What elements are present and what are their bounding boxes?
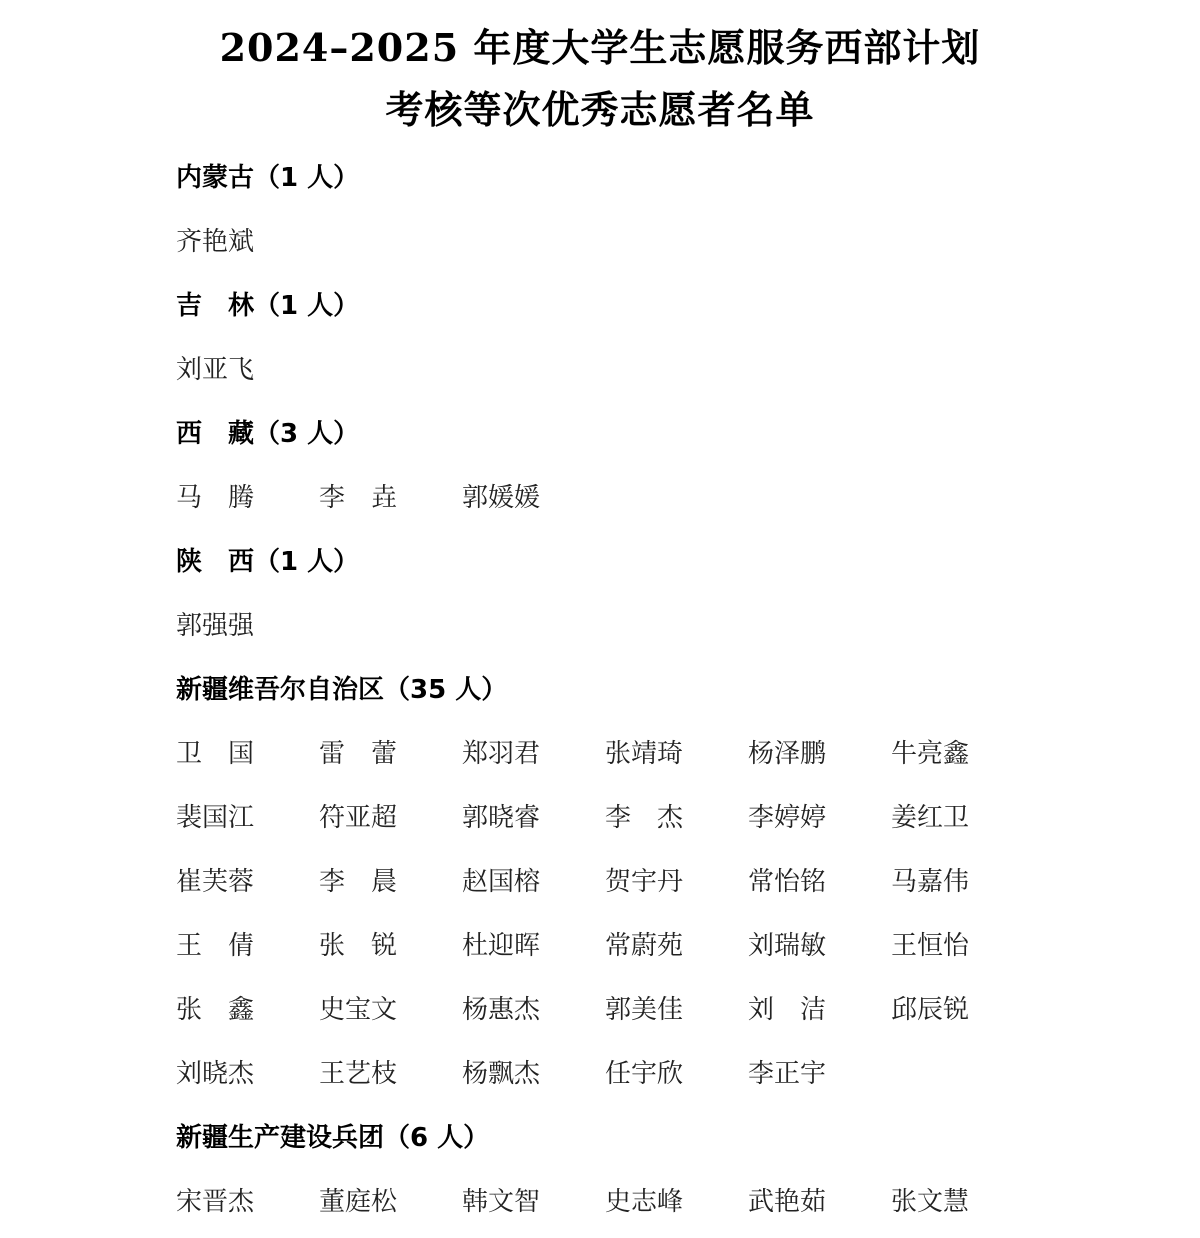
volunteer-name: 张靖琦 [605,739,684,769]
volunteer-name: 郭晓睿 [462,803,541,833]
volunteer-name: 裴国江 [176,803,255,833]
volunteer-name: 李正宇 [748,1059,827,1089]
volunteer-name: 崔芙蓉 [176,867,255,897]
volunteer-name: 郭强强 [176,611,255,641]
volunteer-name: 卫 国 [176,739,255,769]
volunteer-name: 李 杰 [605,803,684,833]
name-row [176,1174,1036,1238]
volunteer-name: 常蔚苑 [605,931,684,961]
volunteer-name: 马 腾 [176,483,255,513]
volunteer-name: 郭美佳 [605,995,684,1025]
volunteer-name: 刘 洁 [748,995,827,1025]
name-row [176,790,1036,854]
name-row [176,214,1036,278]
name-row [176,1046,1036,1110]
name-row [176,470,1036,534]
volunteer-name: 张 锐 [319,931,398,961]
name-row [176,598,1036,662]
volunteer-name: 郭媛媛 [462,483,541,513]
name-row [176,854,1036,918]
volunteer-name: 符亚超 [319,803,398,833]
volunteer-name: 牛亮鑫 [891,739,970,769]
volunteer-name: 任宇欣 [605,1059,684,1089]
volunteer-name: 王艺枝 [319,1059,398,1089]
name-row [176,726,1036,790]
volunteer-name: 史志峰 [605,1187,684,1217]
volunteer-name: 刘晓杰 [176,1059,255,1089]
volunteer-name: 雷 蕾 [319,739,398,769]
section-heading: 陕 西（1 人） [176,547,360,577]
volunteer-name: 邱辰锐 [891,995,970,1025]
volunteer-name: 赵国榕 [462,867,541,897]
volunteer-list [176,150,1036,1238]
document-title-line-2: 考核等次优秀志愿者名单 [385,87,815,132]
volunteer-name: 史宝文 [319,995,398,1025]
volunteer-name: 杨惠杰 [462,995,541,1025]
section-heading: 西 藏（3 人） [176,419,360,449]
volunteer-name: 张 鑫 [176,995,255,1025]
volunteer-name: 齐艳斌 [176,227,255,257]
volunteer-name: 武艳茹 [748,1187,827,1217]
volunteer-name: 李 垚 [319,483,398,513]
volunteer-name: 董庭松 [319,1187,398,1217]
volunteer-name: 王 倩 [176,931,255,961]
volunteer-name: 王恒怡 [891,931,970,961]
volunteer-name: 宋晋杰 [176,1187,255,1217]
volunteer-name: 李婷婷 [748,803,827,833]
document-title-line-1: 2024–2025 年度大学生志愿服务西部计划 [219,25,981,70]
section-heading: 新疆维吾尔自治区（35 人） [176,675,508,705]
volunteer-name: 杜迎晖 [462,931,541,961]
volunteer-name: 张文慧 [891,1187,970,1217]
section-heading: 内蒙古（1 人） [176,163,360,193]
volunteer-name: 贺宇丹 [605,867,684,897]
volunteer-name: 郑羽君 [462,739,541,769]
volunteer-name: 马嘉伟 [891,867,970,897]
volunteer-name: 杨飘杰 [462,1059,541,1089]
volunteer-name: 刘瑞敏 [748,931,827,961]
volunteer-name: 李 晨 [319,867,398,897]
volunteer-name: 韩文智 [462,1187,541,1217]
name-row [176,918,1036,982]
volunteer-name: 常怡铭 [748,867,827,897]
volunteer-name: 姜红卫 [891,803,970,833]
volunteer-name: 刘亚飞 [176,355,255,385]
volunteer-name: 杨泽鹏 [748,739,827,769]
section-heading: 新疆生产建设兵团（6 人） [176,1123,490,1153]
section-heading: 吉 林（1 人） [176,291,360,321]
name-row [176,342,1036,406]
name-row [176,982,1036,1046]
